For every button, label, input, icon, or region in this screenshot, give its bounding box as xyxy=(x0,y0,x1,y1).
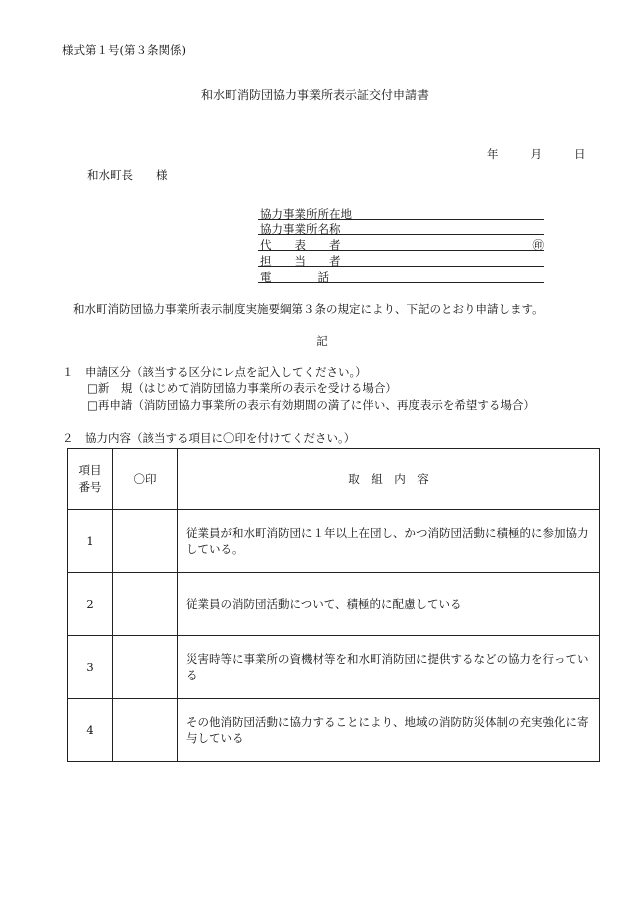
applicant-field-label: 担 当 者 xyxy=(260,254,341,268)
date-day-label: 日 xyxy=(574,147,586,161)
date-year-label: 年 xyxy=(487,147,499,161)
section-application-type-heading: １ 申請区分（該当する区分にレ点を記入してください。） xyxy=(62,365,367,379)
option-new-checkbox[interactable]: □新 規（はじめて消防団協力事業所の表示を受ける場合） xyxy=(87,381,397,395)
applicant-field-label: 代 表 者 xyxy=(260,238,341,252)
date-month-label: 月 xyxy=(530,147,542,161)
row-number: 2 xyxy=(68,573,113,636)
header-item-number-line2: 番号 xyxy=(78,480,102,494)
document-title: 和水町消防団協力事業所表示証交付申請書 xyxy=(200,88,429,102)
row-mark-cell[interactable] xyxy=(113,510,178,573)
table-row xyxy=(68,699,600,762)
cooperation-table xyxy=(67,448,600,762)
header-item-number xyxy=(68,449,113,510)
header-item-number-line1: 項目 xyxy=(78,463,102,477)
applicant-field-contact-person[interactable] xyxy=(258,251,544,267)
application-statement: 和水町消防団協力事業所表示制度実施要綱第３条の規定により、下記のとおり申請します。 xyxy=(73,302,544,316)
form-number-label: 様式第１号(第３条関係) xyxy=(62,43,186,57)
table-row xyxy=(68,573,600,636)
applicant-field-address[interactable] xyxy=(258,204,544,220)
table-row xyxy=(68,510,600,573)
row-content: 従業員が和水町消防団に１年以上在団し、かつ消防団活動に積極的に参加協力している。 xyxy=(178,510,600,573)
row-number: 4 xyxy=(68,699,113,762)
seal-mark: ㊞ xyxy=(532,238,544,252)
applicant-field-label: 電 話 xyxy=(260,270,329,284)
row-mark-cell[interactable] xyxy=(113,573,178,636)
row-mark-cell[interactable] xyxy=(113,636,178,699)
option-reapply-checkbox[interactable]: □再申請（消防団協力事業所の表示有効期間の満了に伴い、再度表示を希望する場合） xyxy=(87,398,535,412)
header-mark: 〇印 xyxy=(113,449,178,510)
addressee: 和水町長 様 xyxy=(87,168,168,182)
row-content: 従業員の消防団活動について、積極的に配慮している xyxy=(178,573,600,636)
notation-heading: 記 xyxy=(316,334,328,348)
applicant-field-business-name[interactable] xyxy=(258,219,544,235)
table-row xyxy=(68,636,600,699)
applicant-field-label: 協力事業所名称 xyxy=(260,222,341,236)
row-mark-cell[interactable] xyxy=(113,699,178,762)
applicant-field-label: 協力事業所所在地 xyxy=(260,207,352,221)
row-content: 災害時等に事業所の資機材等を和水町消防団に提供するなどの協力を行っている xyxy=(178,636,600,699)
row-content: その他消防団活動に協力することにより、地域の消防防災体制の充実強化に寄与している xyxy=(178,699,600,762)
date-line xyxy=(487,149,586,161)
applicant-field-representative[interactable] xyxy=(258,235,544,251)
table-header-row xyxy=(68,449,600,510)
section-cooperation-heading: ２ 協力内容（該当する項目に〇印を付けてください。） xyxy=(62,431,356,445)
applicant-field-phone[interactable] xyxy=(258,267,544,283)
row-number: 1 xyxy=(68,510,113,573)
row-number: 3 xyxy=(68,636,113,699)
header-content: 取 組 内 容 xyxy=(178,449,600,510)
